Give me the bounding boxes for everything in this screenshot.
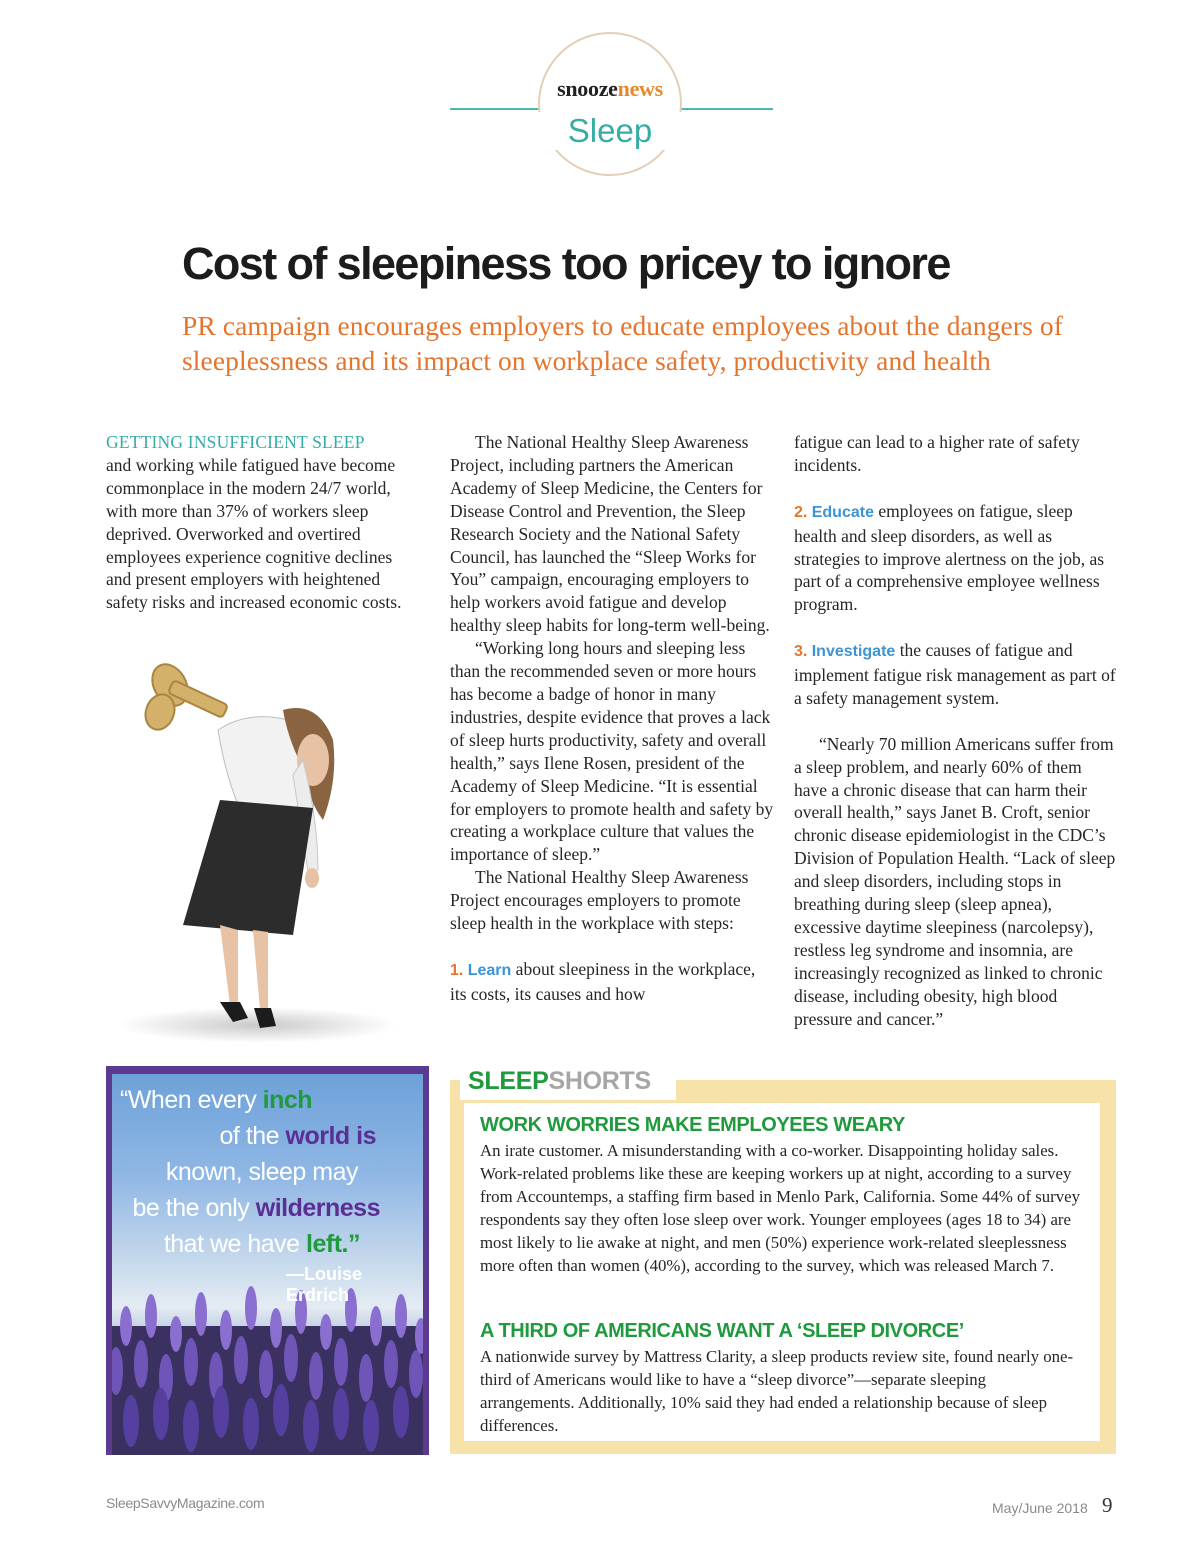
masthead-circle xyxy=(538,32,682,176)
step-2-keyword: Educate xyxy=(811,503,874,521)
quote-highlight: wilderness xyxy=(255,1194,380,1222)
pull-quote-text xyxy=(114,1082,414,1262)
col2-paragraph-1: The National Healthy Sleep Awareness Project, including partners the American Academy of Sleep Medicine, the Centers for Disease Control and Prevention, the Sleep Research Society and the National Safety Council, has launched the “Sleep Works for You” campaign, encouraging employers to help workers avoid fatigue and develop healthy sleep habits for long-term well-being. xyxy=(450,432,770,636)
footer-website: SleepSavvyMagazine.com xyxy=(106,1495,265,1511)
wind-up-woman-photo xyxy=(108,650,408,1045)
column-2 xyxy=(450,431,774,1006)
step-1-keyword: Learn xyxy=(467,961,512,979)
short-1-body: An irate customer. A misunderstanding with a co-worker. Disappointing holiday sales. Work-related problems like these are keeping workers up at night, according to a survey from Accountemps, a staffing firm based in Menlo Park, California. Some 44% of survey respondents say they often lose sleep over work. Younger employees (ages 18 to 34) are most likely to lie awake at night, and men (50%) experience work-related sleeplessness more often than women (40%), according to the survey, which was released March 7. xyxy=(480,1141,1080,1275)
quote-highlight: world is xyxy=(285,1122,376,1150)
footer-issue-date: May/June 2018 xyxy=(992,1500,1088,1516)
lead-in: GETTING INSUFFICIENT SLEEP xyxy=(106,432,365,452)
col1-paragraph: and working while fatigued have become commonplace in the modern 24/7 world, with more than 37% of workers sleep deprived. Overworked and overtired employees experience cognitive declines and present employers with heightened safety risks and increased economic costs. xyxy=(106,454,402,613)
step-1-continued: fatigue can lead to a higher rate of safety incidents. xyxy=(794,432,1080,475)
step-3-keyword: Investigate xyxy=(811,643,896,661)
page-number: 9 xyxy=(1102,1493,1113,1517)
quote-highlight: inch xyxy=(262,1086,313,1114)
short-1-heading: WORK WORRIES MAKE EMPLOYEES WEARY xyxy=(480,1114,905,1136)
sleep-shorts-title xyxy=(468,1067,651,1096)
quote-word: “When every xyxy=(120,1086,263,1114)
article-deck: PR campaign encourages employers to educate employees about the dangers of sleeplessness and its impact on workplace safety, productivity and health xyxy=(182,310,1063,376)
short-2-body: A nationwide survey by Mattress Clarity, a sleep products review site, found nearly one-third of Americans would like to have a “sleep divorce”—separate sleeping arrangements. Additionally, 10% said they had ended a relationship because of sleep differences. xyxy=(480,1347,1074,1435)
step-3-text: the causes of fatigue and implement fatigue risk management as part of a safety management system. xyxy=(794,640,1116,708)
step-3 xyxy=(794,639,1118,710)
shorts-title-sleep: SLEEP xyxy=(468,1067,549,1095)
step-1-number: 1. xyxy=(450,961,464,979)
step-2 xyxy=(794,500,1118,617)
quote-attribution: —Louise Erdrich xyxy=(286,1264,363,1305)
quote-word: known, sleep may xyxy=(165,1158,358,1186)
brand-snooze: snooze xyxy=(557,76,618,101)
step-3-number: 3. xyxy=(794,643,808,661)
brand-logo xyxy=(538,76,682,102)
column-1 xyxy=(106,431,406,614)
quote-word: that we have xyxy=(163,1230,307,1258)
step-1-text: about sleepiness in the workplace, its costs, its causes and how xyxy=(450,958,756,1004)
col3-quote-paragraph: “Nearly 70 million Americans suffer from a sleep problem, and nearly 60% of them have a chronic disease that can harm their overall health,” says Janet B. Croft, senior chronic disease epidemiologist in the CDC’s Division of Population Health. “Lack of sleep and sleep disorders, including stops in breathing during sleep (sleep apnea), excessive daytime sleepiness (narcolepsy), restless leg syndrome and insomnia, are increasingly recognized as linked to chronic disease, including obesity, high blood pressure and cancer.” xyxy=(794,733,1116,1029)
quote-highlight: left.” xyxy=(306,1230,360,1258)
quote-word: be the only xyxy=(132,1194,256,1222)
col2-paragraph-3: The National Healthy Sleep Awareness Project encourages employers to promote sleep health in the workplace with steps: xyxy=(450,867,749,934)
step-1 xyxy=(450,958,774,1006)
pull-quote-box xyxy=(106,1066,429,1455)
step-2-text: employees on fatigue, sleep health and sleep disorders, as well as strategies to improve alertness on the job, as part of a comprehensive employee wellness program. xyxy=(794,500,1105,615)
section-label: Sleep xyxy=(538,112,682,150)
step-2-number: 2. xyxy=(794,503,808,521)
col2-paragraph-2: “Working long hours and sleeping less than the recommended seven or more hours has become a badge of honor in many industries, despite evidence that proves a lack of sleep hurts productivity, safety and overall health,” says Ilene Rosen, president of the Academy of Sleep Medicine. “It is essential for employers to promote health and safety by creating a workplace culture that values the importance of sleep.” xyxy=(450,638,774,865)
column-3 xyxy=(794,431,1118,1031)
shorts-title-shorts: SHORTS xyxy=(548,1067,651,1095)
quote-word: of the xyxy=(219,1122,286,1150)
article-headline: Cost of sleepiness too pricey to ignore xyxy=(182,238,950,289)
lavender-field-image xyxy=(106,1286,429,1455)
brand-news: news xyxy=(617,76,663,101)
short-2-heading: A THIRD OF AMERICANS WANT A ‘SLEEP DIVORCE’ xyxy=(480,1320,964,1342)
